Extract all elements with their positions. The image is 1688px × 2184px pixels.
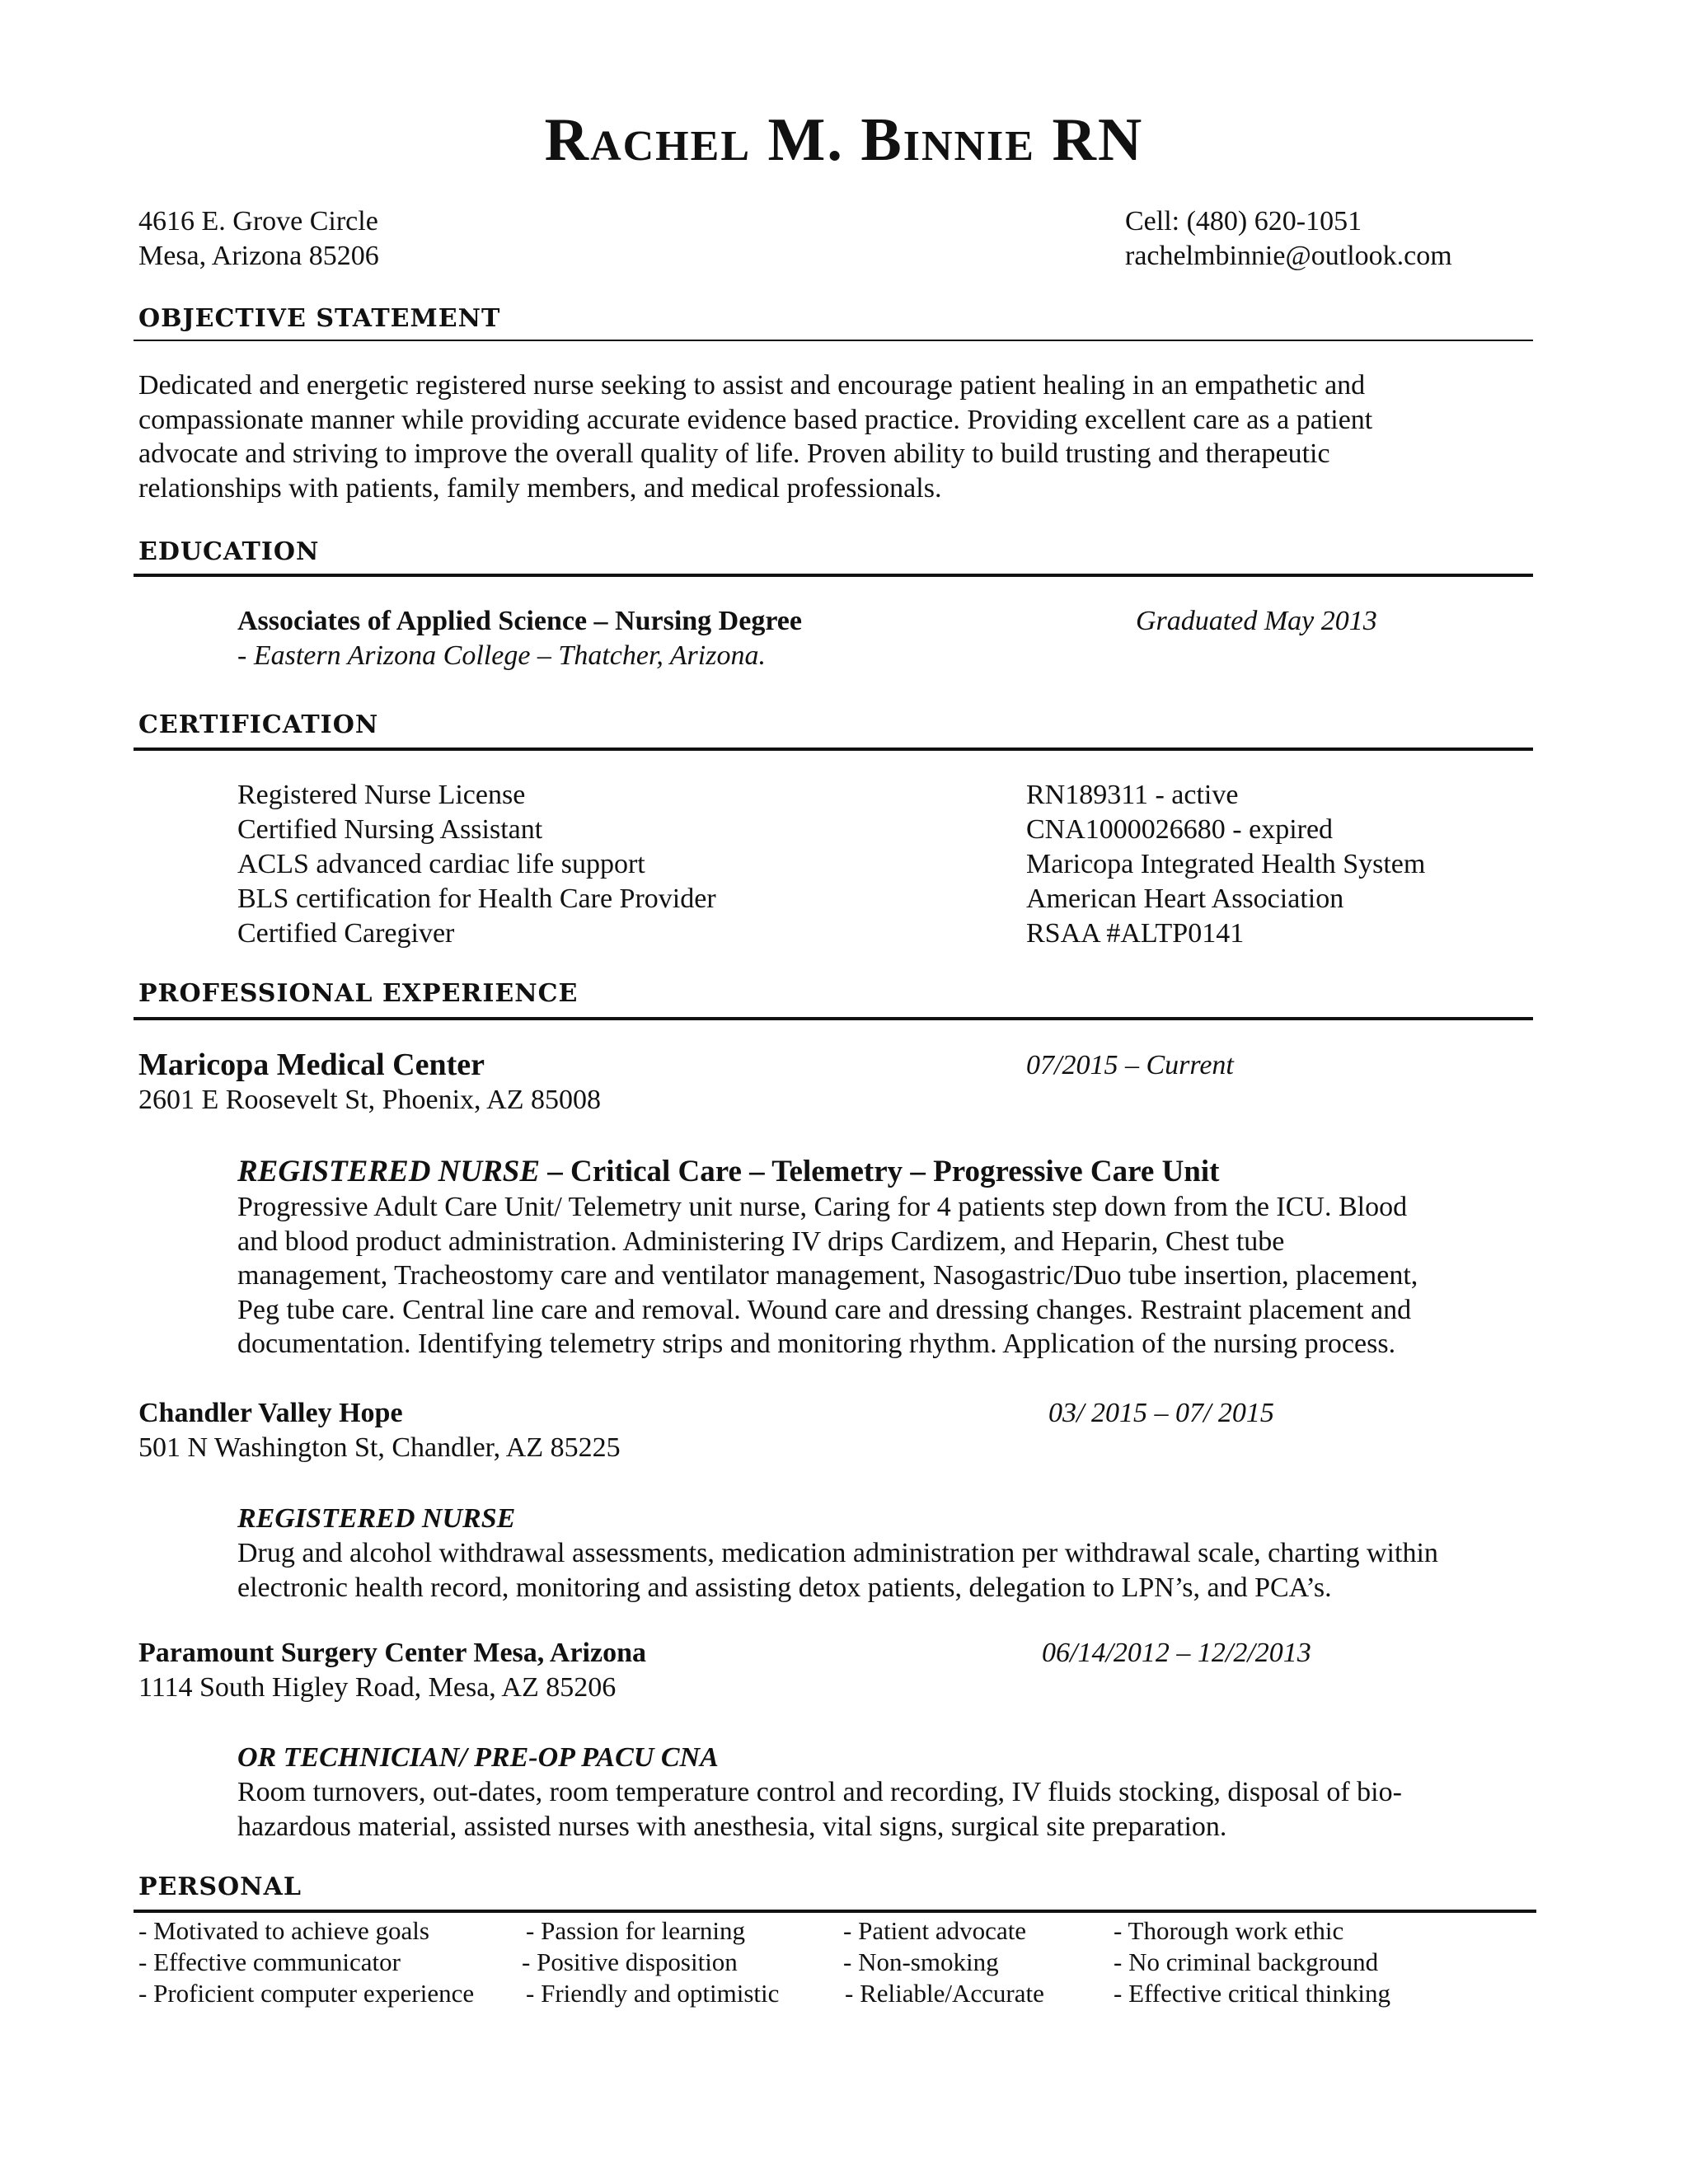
personal-trait: - Positive disposition [522, 1947, 738, 1976]
job-description-line: and blood product administration. Administering IV drips Cardizem, and Heparin, Chest tube [237, 1226, 1285, 1257]
certification-name: Certified Nursing Assistant [237, 814, 543, 845]
personal-trait: - Patient advocate [843, 1916, 1027, 1945]
certification-detail: RN189311 - active [1026, 780, 1239, 810]
job-title-role: REGISTERED NURSE [237, 1155, 541, 1188]
job-title [237, 1154, 1219, 1190]
objective-line: advocate and striving to improve the overall quality of life. Proven ability to build trusting and therapeutic [138, 438, 1330, 469]
section-heading-certification: CERTIFICATION [138, 710, 379, 739]
job-address: 2601 E Roosevelt St, Phoenix, AZ 85008 [138, 1085, 601, 1115]
job-description [237, 1775, 1402, 1844]
certification-detail: RSAA #ALTP0141 [1026, 918, 1245, 949]
objective-line: compassionate manner while providing accurate evidence based practice. Providing excellent care as a patient [138, 404, 1373, 435]
certification-name: BLS certification for Health Care Provider [237, 883, 716, 914]
personal-traits [138, 1915, 1540, 2009]
job-title-suffix: – Critical Care – Telemetry – Progressive Care Unit [540, 1155, 1220, 1188]
address-city: Mesa, Arizona 85206 [138, 241, 379, 271]
personal-row [138, 1978, 1540, 2009]
job-description-line: electronic health record, monitoring and assisting detox patients, delegation to LPN’s, and PCA’s. [237, 1572, 1332, 1603]
personal-trait: - No criminal background [1114, 1947, 1379, 1976]
education-date: Graduated May 2013 [1136, 606, 1377, 636]
section-divider [134, 748, 1533, 751]
address-street: 4616 E. Grove Circle [138, 206, 378, 237]
job-address: 501 N Washington St, Chandler, AZ 85225 [138, 1432, 621, 1463]
certification-detail: American Heart Association [1026, 883, 1344, 914]
job-description [237, 1190, 1418, 1361]
job-dates: 07/2015 – Current [1026, 1050, 1234, 1080]
section-heading-education: EDUCATION [138, 537, 320, 566]
job-employer: Chandler Valley Hope [138, 1398, 403, 1428]
personal-row [138, 1947, 1540, 1978]
job-title: REGISTERED NURSE [237, 1503, 516, 1534]
personal-trait: - Effective critical thinking [1114, 1979, 1390, 2008]
certification-detail: CNA1000026680 - expired [1026, 814, 1334, 845]
job-dates: 06/14/2012 – 12/2/2013 [1042, 1638, 1311, 1668]
personal-row [138, 1915, 1540, 1947]
objective-paragraph [138, 368, 1372, 505]
certification-details [1026, 778, 1425, 951]
education-school: - Eastern Arizona College – Thatcher, Arizona. [237, 640, 766, 671]
job-title: OR TECHNICIAN/ PRE-OP PACU CNA [237, 1742, 719, 1773]
resume-name: Rachel M. Binnie RN [544, 106, 1144, 174]
section-divider [134, 1017, 1533, 1020]
personal-trait: - Proficient computer experience [138, 1979, 475, 2008]
section-heading-personal: PERSONAL [138, 1872, 302, 1901]
job-description [237, 1536, 1438, 1605]
personal-trait: - Thorough work ethic [1114, 1916, 1344, 1945]
personal-trait: - Friendly and optimistic [526, 1979, 780, 2008]
certification-name: ACLS advanced cardiac life support [237, 849, 645, 879]
certification-detail: Maricopa Integrated Health System [1026, 849, 1426, 879]
objective-line: relationships with patients, family members, and medical professionals. [138, 472, 942, 504]
section-divider [134, 340, 1533, 341]
contact-cell: Cell: (480) 620-1051 [1125, 206, 1362, 237]
section-heading-experience: PROFESSIONAL EXPERIENCE [138, 979, 579, 1008]
personal-trait: - Motivated to achieve goals [138, 1916, 429, 1945]
job-description-line: Room turnovers, out-dates, room temperature control and recording, IV fluids stocking, disposal of bio- [237, 1777, 1402, 1807]
certification-name: Certified Caregiver [237, 918, 455, 949]
certification-names [237, 778, 716, 951]
section-heading-objective: OBJECTIVE STATEMENT [138, 304, 501, 333]
job-employer: Maricopa Medical Center [138, 1047, 485, 1082]
personal-trait: - Reliable/Accurate [845, 1979, 1044, 2008]
job-address: 1114 South Higley Road, Mesa, AZ 85206 [138, 1672, 617, 1703]
job-description-line: Drug and alcohol withdrawal assessments, medication administration per withdrawal scale, charting within [237, 1538, 1438, 1568]
personal-trait: - Passion for learning [526, 1916, 746, 1945]
job-description-line: documentation. Identifying telemetry strips and monitoring rhythm. Application of the nursing process. [237, 1329, 1396, 1359]
education-degree: Associates of Applied Science – Nursing Degree [237, 606, 802, 636]
objective-line: Dedicated and energetic registered nurse seeking to assist and encourage patient healing in an empathetic and [138, 370, 1366, 401]
contact-email: rachelmbinnie@outlook.com [1125, 241, 1452, 271]
certification-name: Registered Nurse License [237, 780, 526, 810]
job-description-line: hazardous material, assisted nurses with anesthesia, vital signs, surgical site preparation. [237, 1811, 1227, 1842]
job-description-line: management, Tracheostomy care and ventilator management, Nasogastric/Duo tube insertion, placement, [237, 1260, 1418, 1291]
job-employer: Paramount Surgery Center Mesa, Arizona [138, 1638, 646, 1668]
personal-trait: - Non-smoking [843, 1947, 999, 1976]
job-dates: 03/ 2015 – 07/ 2015 [1048, 1398, 1274, 1428]
job-description-line: Peg tube care. Central line care and removal. Wound care and dressing changes. Restraint placement and [237, 1294, 1412, 1325]
section-divider [134, 574, 1533, 577]
personal-trait: - Effective communicator [138, 1947, 401, 1976]
section-divider [134, 1910, 1536, 1913]
job-description-line: Progressive Adult Care Unit/ Telemetry unit nurse, Caring for 4 patients step down from the ICU. Blood [237, 1192, 1408, 1222]
